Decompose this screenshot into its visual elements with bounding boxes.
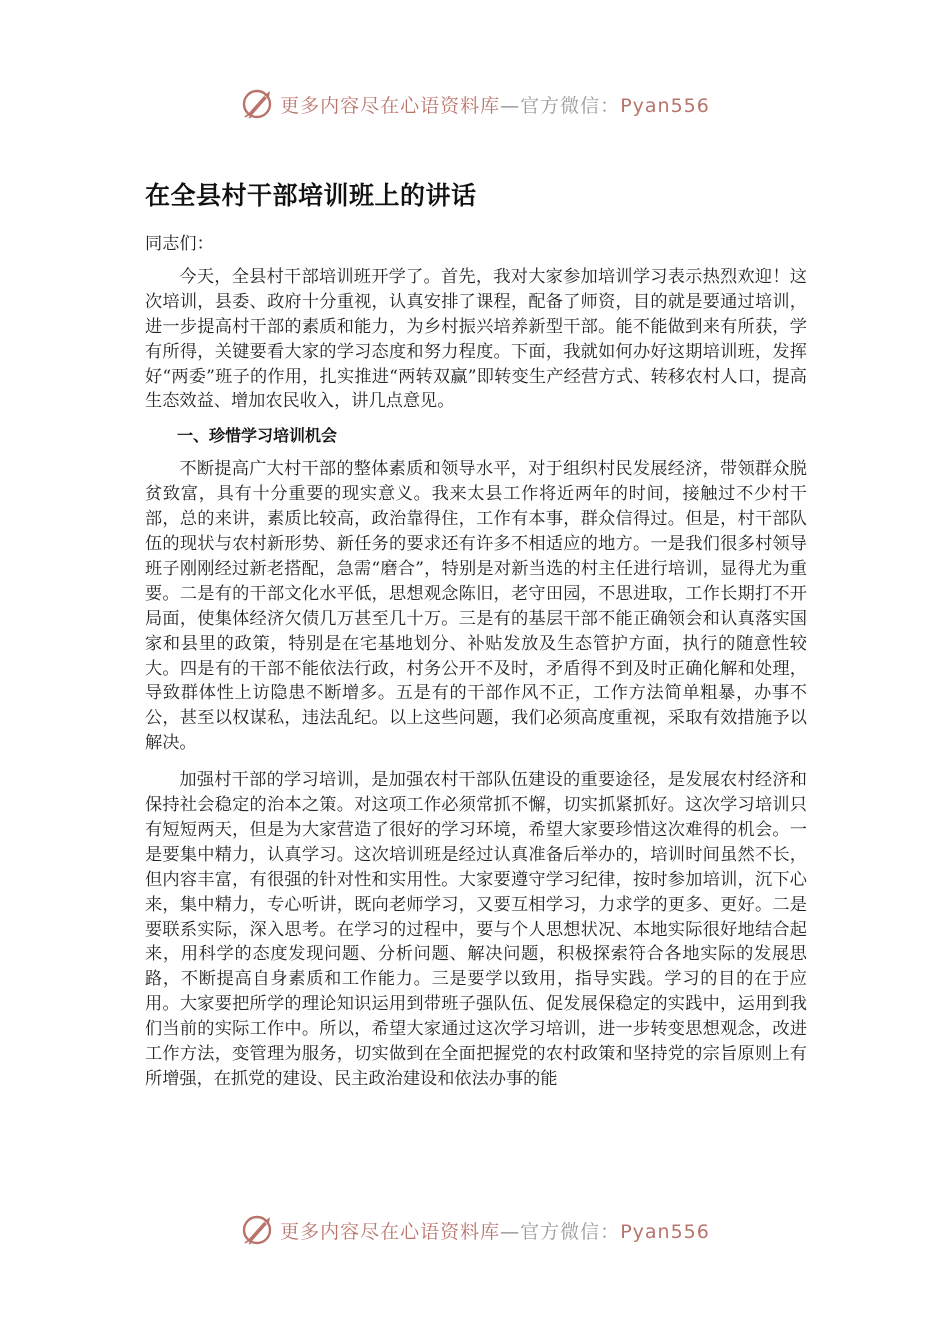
intro-paragraph: 今天，全县村干部培训班开学了。首先，我对大家参加培训学习表示热烈欢迎！这次培训，县委、政府十分重视，认真安排了课程，配备了师资，目的就是要通过培训，进一步提高村干部的素质和能力，为乡村振兴培养新型干部。能不能做到来有所获，学有所得，关键要看大家的学习态度和努力程度。下面，我就如何办好这期培训班，发挥好“两委”班子的作用，扎实推进“两转双赢”即转变生产经营方式、转移农村人口，提高生态效益、增加农民收入，讲几点意见。: [145, 266, 807, 412]
body-paragraph: 不断提高广大村干部的整体素质和领导水平，对于组织村民发展经济，带领群众脱贫致富，具有十分重要的现实意义。我来太县工作将近两年的时间，接触过不少村干部，总的来讲，素质比较高，政治靠得住，工作有本事，群众信得过。但是，村干部队伍的现状与农村新形势、新任务的要求还有许多不相适应的地方。一是我们很多村领导班子刚刚经过新老搭配，急需“磨合”，特别是对新当选的村主任进行培训，显得尤为重要。二是有的干部文化水平低，思想观念陈旧，老守田园，不思进取，工作长期打不开局面，使集体经济欠债几万甚至几十万。三是有的基层干部不能正确领会和认真落实国家和县里的政策，特别是在宅基地划分、补贴发放及生态管护方面，执行的随意性较大。四是有的干部不能依法行政，村务公开不及时，矛盾得不到及时正确化解和处理，导致群体性上访隐患不断增多。五是有的干部作风不正，工作方法简单粗暴，办事不公，甚至以权谋私，违法乱纪。以上这些问题，我们必须高度重视，采取有效措施予以解决。: [145, 459, 807, 754]
body-paragraph: 加强村干部的学习培训，是加强农村干部队伍建设的重要途径，是发展农村经济和保持社会稳定的治本之策。对这项工作必须常抓不懈，切实抓紧抓好。这次学习培训只有短短两天，但是为大家营造了很好的学习环境，希望大家要珍惜这次难得的机会。一是要集中精力，认真学习。这次培训班是经过认真准备后举办的，培训时间虽然不长，但内容丰富，有很强的针对性和实用性。大家要遵守学习纪律，按时参加培训，沉下心来，集中精力，专心听讲，既向老师学习，又要互相学习，力求学的更多、更好。二是要联系实际，深入思考。在学习的过程中，要与个人思想状况、本地实际很好地结合起来，用科学的态度发现问题、分析问题、解决问题，积极探索符合各地实际的发展思路，不断提高自身素质和工作能力。三是要学以致用，指导实践。学习的目的在于应用。大家要把所学的理论知识运用到带班子强队伍、促发展保稳定的实践中，运用到我们当前的实际工作中。所以，希望大家通过这次学习培训，进一步转变思想观念，改进工作方法，变管理为服务，切实做到在全面把握党的农村政策和坚持党的宗旨原则上有所增强，在抓党的建设、民主政治建设和依法办事的能: [145, 770, 807, 1089]
watermark-banner-bottom: [0, 1210, 950, 1250]
quill-pen-circle-icon: [240, 1213, 274, 1247]
document-body: [145, 232, 807, 1092]
watermark-text: 更多内容尽在心语资料库—官方微信：Pyan556: [280, 94, 710, 117]
quill-pen-circle-icon: [240, 87, 274, 121]
document-title: 在全县村干部培训班上的讲话: [145, 181, 477, 210]
section-heading: 一、珍惜学习培训机会: [177, 426, 338, 446]
watermark-banner-top: [0, 84, 950, 124]
greeting: 同志们：: [145, 234, 214, 254]
watermark-text: 更多内容尽在心语资料库—官方微信：Pyan556: [280, 1220, 710, 1243]
